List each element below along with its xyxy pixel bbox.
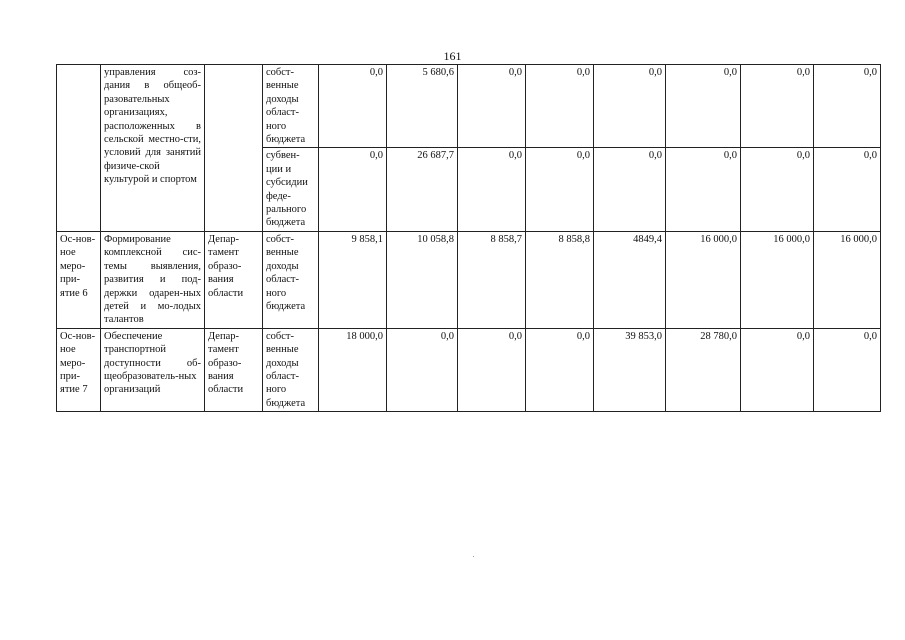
executor-cell <box>205 65 263 232</box>
value-cell: 0,0 <box>458 148 526 231</box>
event-cell: Ос-нов-ное меро-при-ятие 7 <box>57 328 101 411</box>
event-name-cell: Формирование комплексной сис-темы выявления, развития и под-держки одарен-ных детей и мо-лодых талантов <box>101 231 205 328</box>
value-cell: 0,0 <box>814 65 881 148</box>
value-cell: 0,0 <box>814 328 881 411</box>
executor-cell: Депар-тамент образо-вания области <box>205 231 263 328</box>
value-cell: 0,0 <box>526 65 594 148</box>
table-row <box>57 231 881 328</box>
value-cell: 0,0 <box>319 65 387 148</box>
budget-table <box>56 64 881 412</box>
value-cell: 8 858,8 <box>526 231 594 328</box>
scan-speck <box>473 556 474 557</box>
value-cell: 8 858,7 <box>458 231 526 328</box>
value-cell: 0,0 <box>319 148 387 231</box>
value-cell: 0,0 <box>526 328 594 411</box>
value-cell: 0,0 <box>594 148 666 231</box>
value-cell: 0,0 <box>741 148 814 231</box>
value-cell: 18 000,0 <box>319 328 387 411</box>
value-cell: 0,0 <box>387 328 458 411</box>
value-cell: 9 858,1 <box>319 231 387 328</box>
value-cell: 5 680,6 <box>387 65 458 148</box>
table-row <box>57 328 881 411</box>
value-cell: 0,0 <box>594 65 666 148</box>
event-name-cell: управления соз-дания в общеоб-разовательных организациях, расположенных в сельской местно-сти, условий для занятий физиче-ской культурой и спортом <box>101 65 205 232</box>
page-number: 161 <box>443 49 462 63</box>
value-cell: 28 780,0 <box>666 328 741 411</box>
value-cell: 16 000,0 <box>814 231 881 328</box>
funding-source-cell: субвен-ции и субсидии феде-рального бюджета <box>263 148 319 231</box>
value-cell: 0,0 <box>458 328 526 411</box>
event-name-cell: Обеспечение транспортной доступности об-щеобразователь-ных организаций <box>101 328 205 411</box>
value-cell: 4849,4 <box>594 231 666 328</box>
value-cell: 0,0 <box>666 148 741 231</box>
value-cell: 0,0 <box>741 328 814 411</box>
value-cell: 0,0 <box>666 65 741 148</box>
funding-source-cell: собст-венные доходы област-ного бюджета <box>263 328 319 411</box>
funding-source-cell: собст-венные доходы област-ного бюджета <box>263 231 319 328</box>
value-cell: 0,0 <box>814 148 881 231</box>
value-cell: 26 687,7 <box>387 148 458 231</box>
funding-source-cell: собст-венные доходы област-ного бюджета <box>263 65 319 148</box>
value-cell: 0,0 <box>458 65 526 148</box>
value-cell: 39 853,0 <box>594 328 666 411</box>
value-cell: 0,0 <box>526 148 594 231</box>
value-cell: 10 058,8 <box>387 231 458 328</box>
value-cell: 16 000,0 <box>741 231 814 328</box>
value-cell: 0,0 <box>741 65 814 148</box>
table-row <box>57 65 881 148</box>
event-cell <box>57 65 101 232</box>
value-cell: 16 000,0 <box>666 231 741 328</box>
event-cell: Ос-нов-ное меро-при-ятие 6 <box>57 231 101 328</box>
executor-cell: Депар-тамент образо-вания области <box>205 328 263 411</box>
